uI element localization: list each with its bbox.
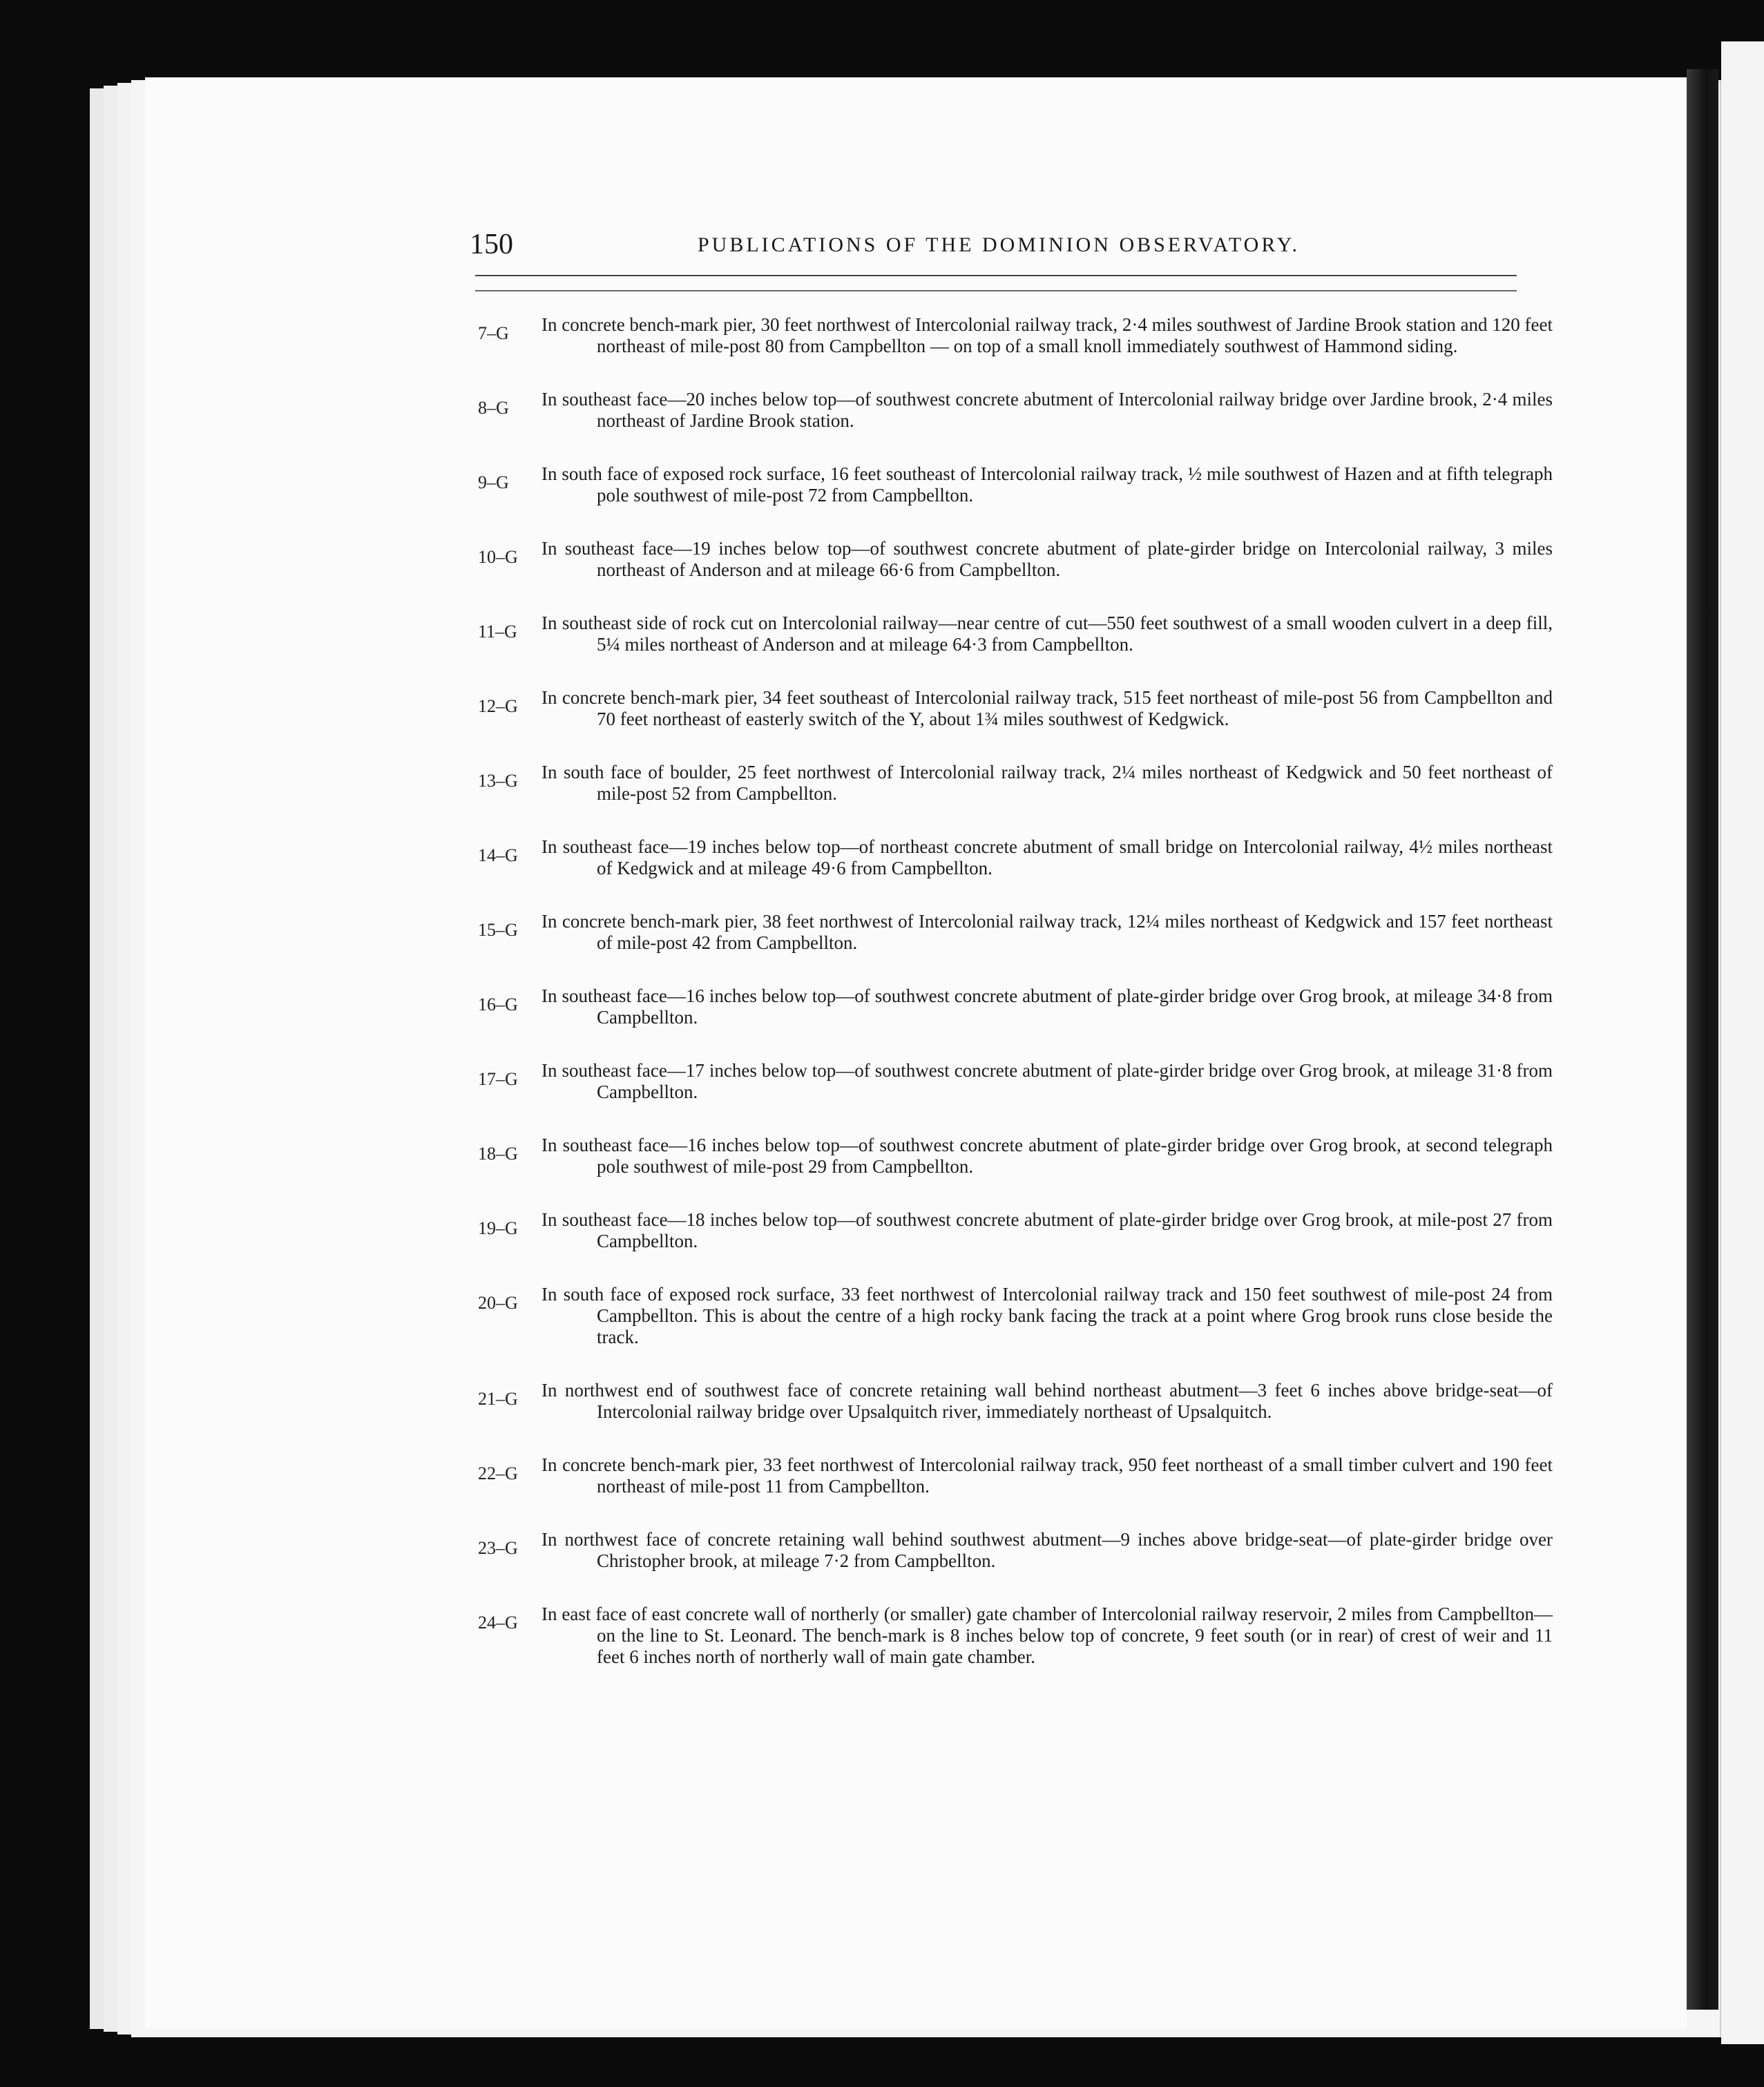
benchmark-entry bbox=[475, 463, 1553, 506]
benchmark-id: 19–G bbox=[478, 1218, 518, 1238]
benchmark-description: In southeast face—17 inches below top—of southwest concrete abutment of plate-girder bridge over Grog brook, at mileage 31·8 from Campbellton. bbox=[541, 1060, 1553, 1102]
benchmark-entry bbox=[475, 389, 1553, 432]
benchmark-entry bbox=[475, 1529, 1553, 1572]
benchmark-entry bbox=[475, 1380, 1553, 1423]
benchmark-description: In northwest face of concrete retaining wall behind southwest abutment—9 inches above bridge-seat—of plate-girder bridge over Christopher brook, at mileage 7·2 from Campbellton. bbox=[541, 1529, 1553, 1571]
benchmark-id: 17–G bbox=[478, 1069, 518, 1089]
benchmark-id: 8–G bbox=[478, 398, 509, 418]
benchmark-entry bbox=[475, 911, 1553, 954]
benchmark-description: In southeast face—16 inches below top—of southwest concrete abutment of plate-girder bridge over Grog brook, at second telegraph pole southwest of mile-post 29 from Campbellton. bbox=[541, 1135, 1553, 1177]
benchmark-id: 21–G bbox=[478, 1389, 518, 1409]
benchmark-id: 15–G bbox=[478, 920, 518, 940]
benchmark-entry bbox=[475, 1209, 1553, 1252]
benchmark-id: 12–G bbox=[478, 696, 518, 716]
header-rule bbox=[475, 275, 1517, 276]
benchmark-description: In southeast face—19 inches below top—of southwest concrete abutment of plate-girder bridge on Intercolonial railway, 3 miles northeast of Anderson and at mileage 66·6 from Campbellton. bbox=[541, 538, 1553, 580]
benchmark-id: 24–G bbox=[478, 1613, 518, 1633]
benchmark-id: 10–G bbox=[478, 547, 518, 567]
benchmark-entry bbox=[475, 1284, 1553, 1348]
benchmark-description: In concrete bench-mark pier, 34 feet southeast of Intercolonial railway track, 515 feet northeast of mile-post 56 from Campbellton and 70 feet northeast of easterly switch of the Y, about 1¾ miles southwest of Kedgwick. bbox=[541, 687, 1553, 729]
benchmark-entry bbox=[475, 836, 1553, 879]
page-number: 150 bbox=[470, 229, 513, 260]
benchmark-id: 14–G bbox=[478, 845, 518, 865]
benchmark-id: 18–G bbox=[478, 1144, 518, 1164]
benchmark-description: In south face of exposed rock surface, 33 feet northwest of Intercolonial railway track and 150 feet southwest of mile-post 24 from Campbellton. This is about the centre of a high rocky bank facing the track at a point where Grog brook runs close beside the track. bbox=[541, 1284, 1553, 1347]
benchmark-entry bbox=[475, 1060, 1553, 1103]
header-rule-double bbox=[475, 290, 1517, 291]
running-title: PUBLICATIONS OF THE DOMINION OBSERVATORY. bbox=[698, 233, 1300, 256]
benchmark-entry bbox=[475, 1135, 1553, 1177]
benchmark-entry bbox=[475, 613, 1553, 655]
benchmark-entry bbox=[475, 687, 1553, 730]
benchmark-entry bbox=[475, 1454, 1553, 1497]
benchmark-entry bbox=[475, 1604, 1553, 1668]
benchmark-id: 9–G bbox=[478, 472, 509, 492]
benchmark-entry bbox=[475, 314, 1553, 357]
benchmark-id: 23–G bbox=[478, 1538, 518, 1558]
benchmark-list bbox=[475, 314, 1553, 1700]
benchmark-id: 11–G bbox=[478, 622, 517, 642]
running-head bbox=[470, 228, 1519, 269]
benchmark-description: In southeast side of rock cut on Intercolonial railway—near centre of cut—550 feet southwest of a small wooden culvert in a deep fill, 5¼ miles northeast of Anderson and at mileage 64·3 from Campbellton. bbox=[541, 613, 1553, 655]
benchmark-description: In southeast face—18 inches below top—of southwest concrete abutment of plate-girder bridge over Grog brook, at mile-post 27 from Campbellton. bbox=[541, 1209, 1553, 1251]
book-binding bbox=[1687, 69, 1718, 2010]
benchmark-id: 16–G bbox=[478, 994, 518, 1014]
benchmark-description: In southeast face—19 inches below top—of northeast concrete abutment of small bridge on Intercolonial railway, 4½ miles northeast of Kedgwick and at mileage 49·6 from Campbellton. bbox=[541, 836, 1553, 878]
adjacent-page bbox=[1721, 41, 1764, 2044]
benchmark-entry bbox=[475, 538, 1553, 581]
benchmark-id: 20–G bbox=[478, 1293, 518, 1313]
benchmark-description: In northwest end of southwest face of concrete retaining wall behind northeast abutment—3 feet 6 inches above bridge-seat—of Intercolonial railway bridge over Upsalquitch river, immediately northeast of Upsalquitch. bbox=[541, 1380, 1553, 1422]
benchmark-entry bbox=[475, 985, 1553, 1028]
benchmark-description: In south face of boulder, 25 feet northwest of Intercolonial railway track, 2¼ miles northeast of Kedgwick and 50 feet northeast of mile-post 52 from Campbellton. bbox=[541, 762, 1553, 804]
benchmark-description: In concrete bench-mark pier, 30 feet northwest of Intercolonial railway track, 2·4 miles southwest of Jardine Brook station and 120 feet northeast of mile-post 80 from Campbellton — on top of a small knoll immediately southwest of Hammond siding. bbox=[541, 314, 1553, 356]
benchmark-description: In south face of exposed rock surface, 16 feet southeast of Intercolonial railway track, ½ mile southwest of Hazen and at fifth telegraph pole southwest of mile-post 72 from Campbellton. bbox=[541, 463, 1553, 506]
benchmark-description: In southeast face—16 inches below top—of southwest concrete abutment of plate-girder bridge over Grog brook, at mileage 34·8 from Campbellton. bbox=[541, 985, 1553, 1028]
benchmark-description: In concrete bench-mark pier, 38 feet northwest of Intercolonial railway track, 12¼ miles northeast of Kedgwick and 157 feet northeast of mile-post 42 from Campbellton. bbox=[541, 911, 1553, 953]
benchmark-id: 7–G bbox=[478, 323, 509, 343]
benchmark-description: In concrete bench-mark pier, 33 feet northwest of Intercolonial railway track, 950 feet northeast of a small timber culvert and 190 feet northeast of mile-post 11 from Campbellton. bbox=[541, 1454, 1553, 1497]
benchmark-description: In southeast face—20 inches below top—of southwest concrete abutment of Intercolonial railway bridge over Jardine brook, 2·4 miles northeast of Jardine Brook station. bbox=[541, 389, 1553, 431]
benchmark-id: 22–G bbox=[478, 1463, 518, 1483]
benchmark-entry bbox=[475, 762, 1553, 805]
benchmark-id: 13–G bbox=[478, 771, 518, 791]
benchmark-description: In east face of east concrete wall of northerly (or smaller) gate chamber of Intercolonial railway reservoir, 2 miles from Campbellton—on the line to St. Leonard. The bench-mark is 8 inches below top of concrete, 9 feet south (or in rear) of crest of weir and 11 feet 6 inches north of northerly wall of main gate chamber. bbox=[541, 1604, 1553, 1667]
